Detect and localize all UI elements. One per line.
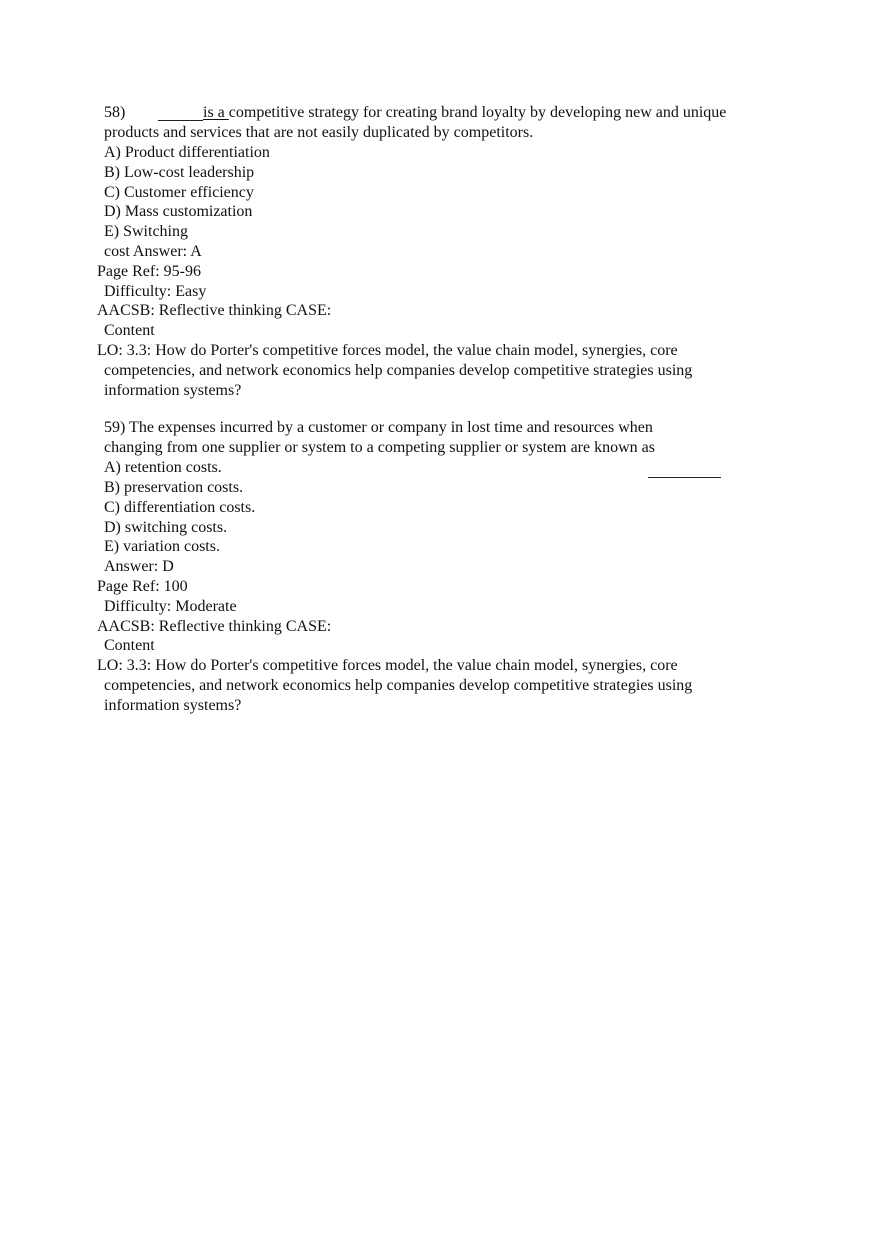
option-c: C) differentiation costs.	[104, 499, 256, 516]
answer-line: Answer: D	[104, 558, 174, 575]
option-e: E) variation costs.	[104, 538, 220, 555]
learning-objective-line3: information systems?	[104, 382, 242, 399]
difficulty: Difficulty: Moderate	[104, 598, 237, 615]
option-e: E) Switching	[104, 223, 188, 240]
option-c: C) Customer efficiency	[104, 184, 254, 201]
page-ref: Page Ref: 100	[97, 578, 188, 595]
learning-objective: LO: 3.3: How do Porter's competitive forces model, the value chain model, synergies, core	[97, 657, 678, 674]
answer-line: cost Answer: A	[104, 243, 202, 260]
question-stem: 59) The expenses incurred by a customer or company in lost time and resources when	[104, 419, 653, 436]
question-number: 58)	[104, 104, 126, 121]
case-tag: Content	[104, 637, 155, 654]
case-tag: Content	[104, 322, 155, 339]
learning-objective: LO: 3.3: How do Porter's competitive forces model, the value chain model, synergies, core	[97, 342, 678, 359]
question-stem-line2: products and services that are not easily duplicated by competitors.	[104, 124, 534, 141]
blank-text: is a	[203, 104, 229, 121]
option-b: B) preservation costs.	[104, 479, 244, 496]
difficulty: Difficulty: Easy	[104, 283, 207, 300]
option-a: A) retention costs.	[104, 459, 222, 476]
page-ref: Page Ref: 95-96	[97, 263, 201, 280]
aacsb-tag: AACSB: Reflective thinking CASE:	[97, 618, 332, 635]
learning-objective-line2: competencies, and network economics help companies develop competitive strategies using	[104, 362, 693, 379]
learning-objective-line2: competencies, and network economics help companies develop competitive strategies using	[104, 677, 693, 694]
answer-blank	[158, 120, 203, 121]
question-stem	[203, 103, 726, 123]
answer-blank	[648, 477, 721, 478]
stem-text: competitive strategy for creating brand loyalty by developing new and unique	[228, 104, 727, 121]
aacsb-tag: AACSB: Reflective thinking CASE:	[97, 302, 332, 319]
learning-objective-line3: information systems?	[104, 697, 242, 714]
option-b: B) Low-cost leadership	[104, 164, 255, 181]
option-d: D) Mass customization	[104, 203, 253, 220]
question-stem-line2: changing from one supplier or system to a competing supplier or system are known as	[104, 439, 655, 456]
option-d: D) switching costs.	[104, 519, 228, 536]
option-a: A) Product differentiation	[104, 144, 270, 161]
